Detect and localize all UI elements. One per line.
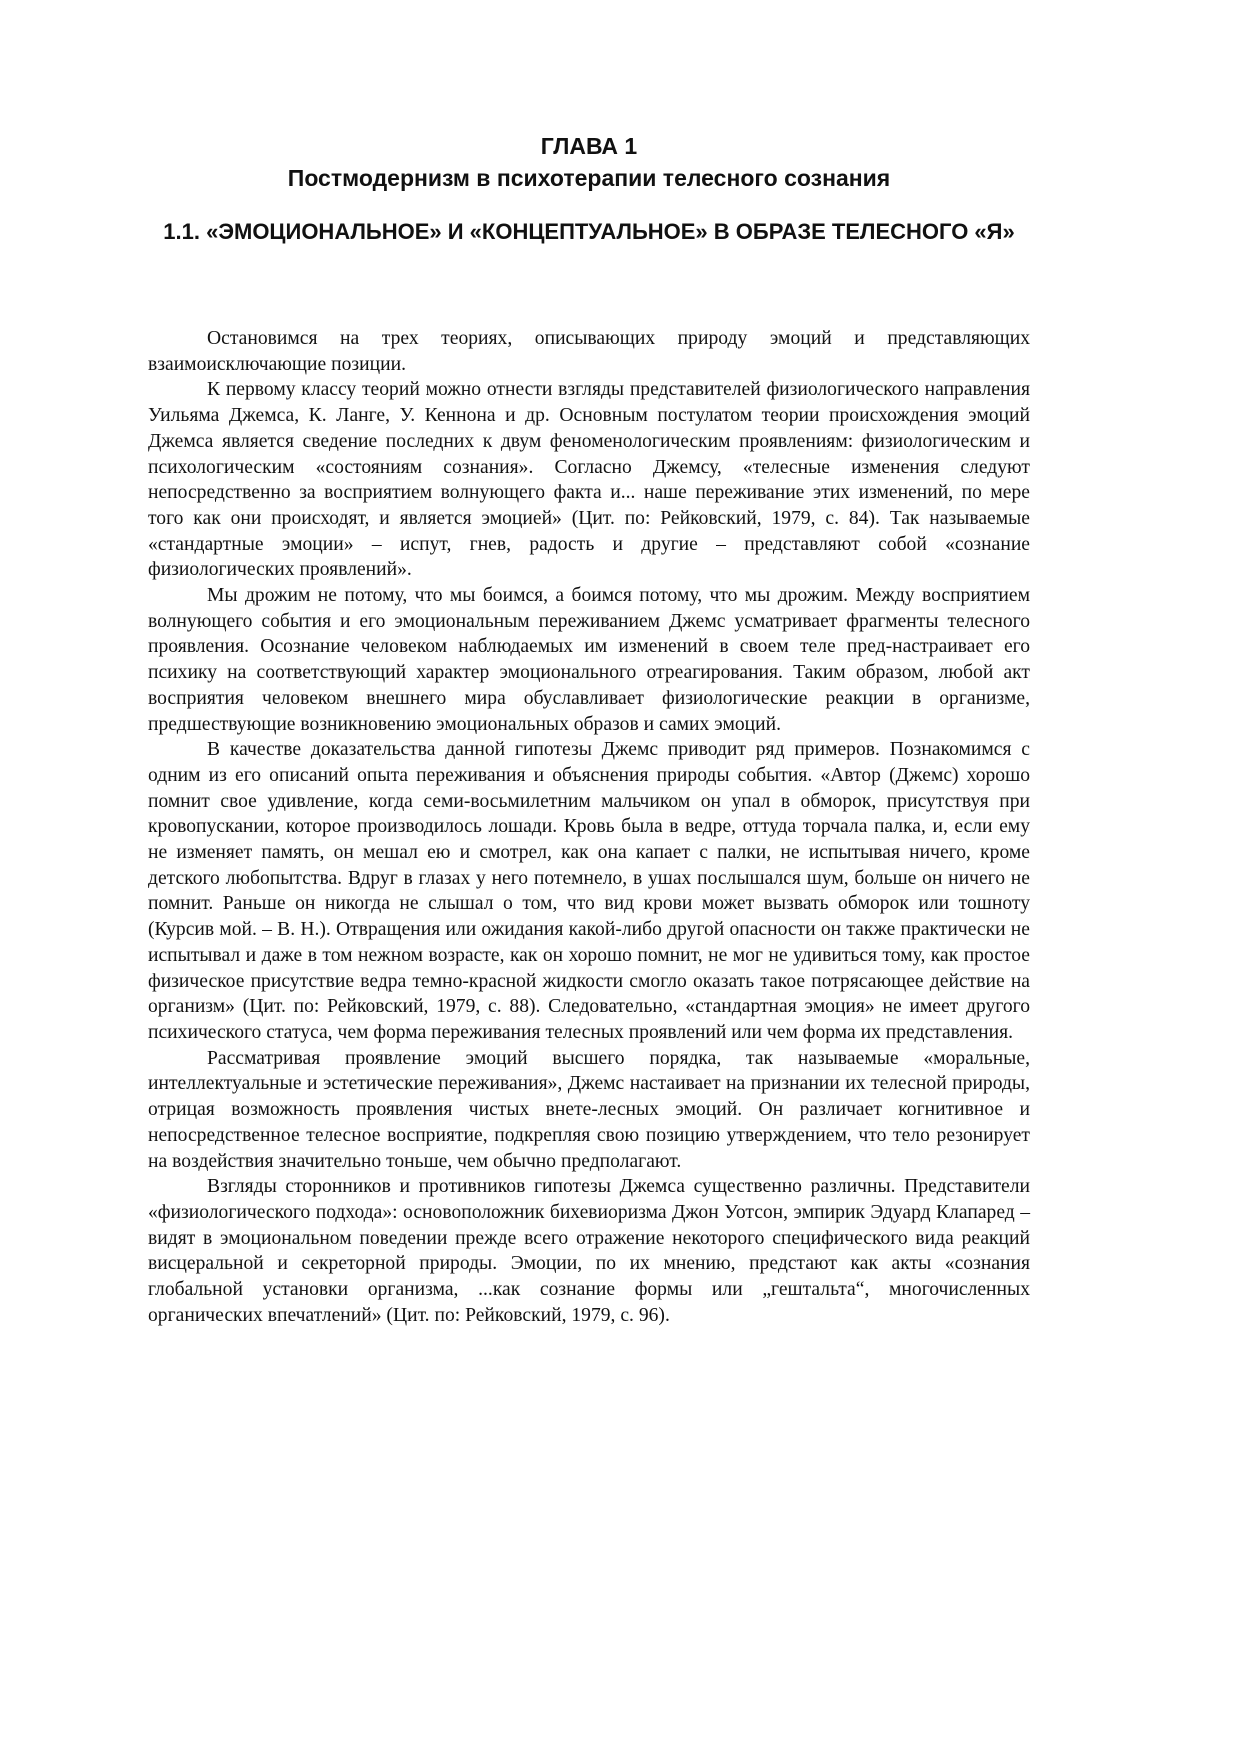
chapter-title: Постмодернизм в психотерапии телесного сознания	[287, 165, 891, 191]
paragraph: В качестве доказательства данной гипотезы Джемс приводит ряд примеров. Познакомимся с одним из его описаний опыта переживания и объяснения природы события. «Автор (Джемс) хорошо помнит свое удивление, когда семи-восьмилетним мальчиком он упал в обморок, присутствуя при кровопускании, которое производилось лошади. Кровь была в ведре, оттуда торчала палка, и, если ему не изменяет память, он мешал ею и смотрел, как она капает с палки, не испытывая ничего, кроме детского любопытства. Вдруг в глазах у него потемнело, в ушах послышался шум, больше он ничего не помнит. Раньше он никогда не слышал о том, что вид крови может вызвать обморок или тошноту (Курсив мой. – В. Н.). Отвращения или ожидания какой-либо другой опасности он также практически не испытывал и даже в том нежном возрасте, как он хорошо помнит, не мог не удивиться тому, как простое физическое присутствие ведра темно-красной жидкости смогло оказать такое потрясающее действие на организм» (Цит. по: Рейковский, 1979, с. 88). Следовательно, «стандартная эмоция» не имеет другого психического статуса, чем форма переживания телесных проявлений или чем форма их представления.	[148, 739, 1030, 1043]
paragraph: Мы дрожим не потому, что мы боимся, а боимся потому, что мы дрожим. Между восприятием волнующего события и его эмоциональным переживанием Джемс усматривает фрагменты телесного проявления. Осознание человеком наблюдаемых им изменений в своем теле пред-настраивает его психику на соответствующий характер эмоционального отреагирования. Таким образом, любой акт восприятия человеком внешнего мира обуславливает физиологические реакции в организме, предшествующие возникновению эмоциональных образов и самих эмоций.	[148, 585, 1030, 735]
section-title: 1.1. «ЭМОЦИОНАЛЬНОЕ» И «КОНЦЕПТУАЛЬНОЕ» В ОБРАЗЕ ТЕЛЕСНОГО «Я»	[163, 219, 1015, 244]
chapter-number: ГЛАВА 1	[540, 133, 638, 159]
body-text	[148, 326, 1030, 1328]
paragraph: Остановимся на трех теориях, описывающих природу эмоций и представляющих взаимоисключающие позиции.	[148, 328, 1030, 375]
paragraph: Взгляды сторонников и противников гипотезы Джемса существенно различны. Представители «физиологического подхода»: основоположник бихевиоризма Джон Уотсон, эмпирик Эдуард Клапаред – видят в эмоциональном поведении прежде всего отражение некоторого специфического вида реакций висцеральной и секреторной природы. Эмоции, по их мнению, предстают как акты «сознания глобальной установки организма, ...как сознание формы или „гештальта“, многочисленных органических впечатлений» (Цит. по: Рейковский, 1979, с. 96).	[148, 1176, 1030, 1326]
paragraph: Рассматривая проявление эмоций высшего порядка, так называемые «моральные, интеллектуальные и эстетические переживания», Джемс настаивает на признании их телесной природы, отрицая возможность проявления чистых внете-лесных эмоций. Он различает когнитивное и непосредственное телесное восприятие, подкрепляя свою позицию утверждением, что тело резонирует на воздействия значительно тоньше, чем обычно предполагают.	[148, 1047, 1030, 1172]
paragraph: К первому классу теорий можно отнести взгляды представителей физиологического направления Уильяма Джемса, К. Ланге, У. Кеннона и др. Основным постулатом теории происхождения эмоций Джемса является сведение последних к двум феноменологическим проявлениям: физиологическим и психологическим «состояниям сознания». Согласно Джемсу, «телесные изменения следуют непосредственно за восприятием волнующего факта и... наше переживание этих изменений, по мере того как они происходят, и является эмоцией» (Цит. по: Рейковский, 1979, с. 84). Так называемые «стандартные эмоции» – испут, гнев, радость и другие – представляют собой «сознание физиологических проявлений».	[148, 379, 1030, 581]
